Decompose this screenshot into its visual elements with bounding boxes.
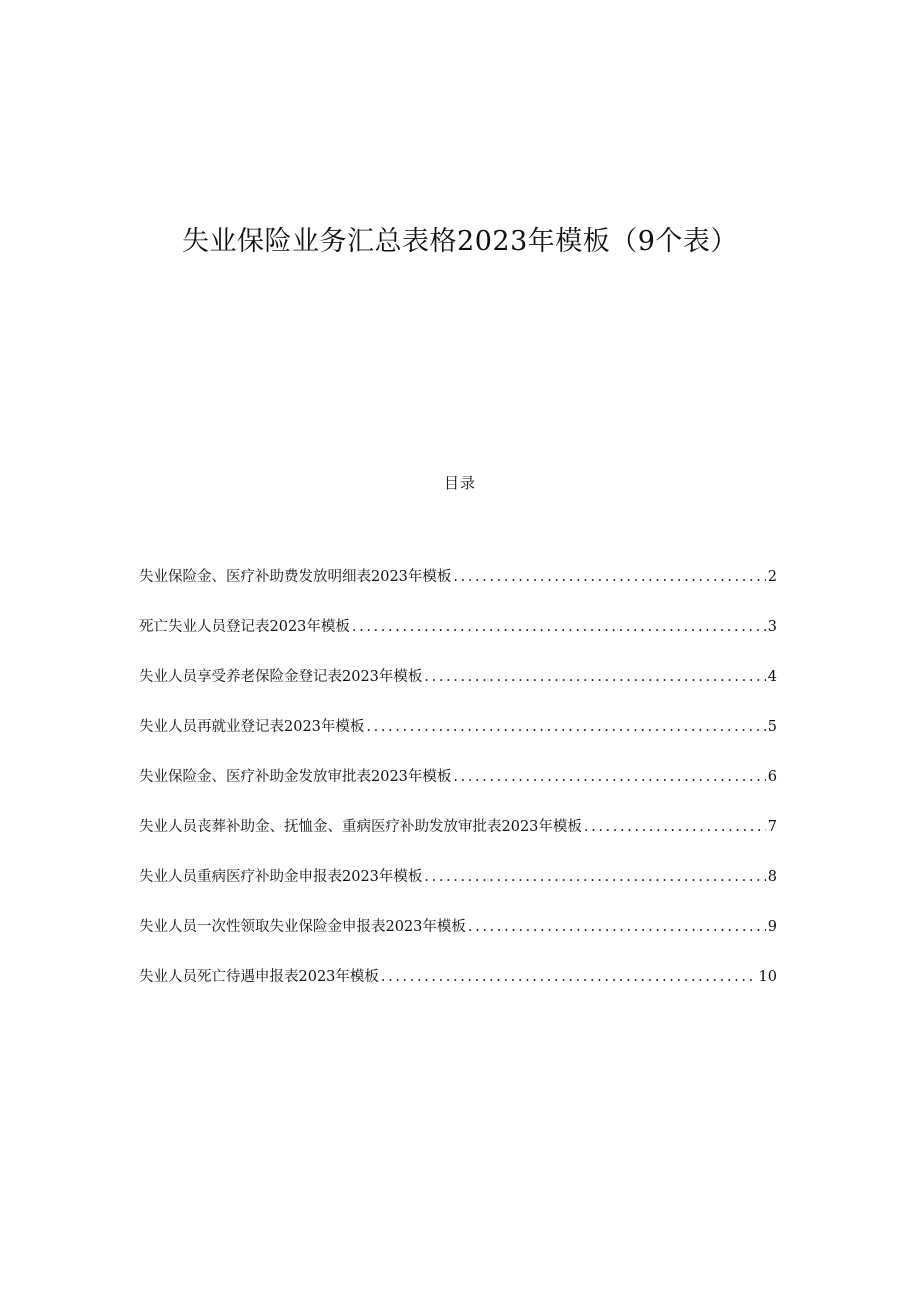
toc-entry-page: 9 [767,919,777,935]
toc-entry-label: 失业人员丧葬补助金、抚恤金、重病医疗补助发放审批表2023年模板 [139,819,582,835]
toc-heading: 目录 [443,474,476,492]
toc-entry-page: 8 [767,869,777,885]
toc-entry-page: 4 [767,669,777,685]
toc-entry[interactable] [139,816,777,866]
toc-entry-label: 失业保险金、医疗补助金发放审批表2023年模板 [139,769,452,785]
toc-leader-dots [584,816,766,838]
toc-leader-dots [453,766,765,788]
toc-entry-label: 死亡失业人员登记表2023年模板 [139,619,350,635]
toc-entry-page: 3 [767,619,777,635]
toc-entry-label: 失业人员享受养老保险金登记表2023年模板 [139,669,423,685]
toc-leader-dots [366,716,765,738]
toc-entry-label: 失业人员死亡待遇申报表2023年模板 [139,969,379,985]
toc-leader-dots [453,566,765,588]
toc-entry[interactable] [139,716,777,766]
toc-entry-page: 7 [767,819,777,835]
toc-entry-page: 2 [767,569,777,585]
toc-entry[interactable] [139,916,777,966]
toc-leader-dots [468,916,766,938]
toc-entry-label: 失业人员重病医疗补助金申报表2023年模板 [139,869,423,885]
table-of-contents [139,566,777,1016]
toc-entry-page: 10 [758,969,777,985]
toc-entry[interactable] [139,966,777,1016]
toc-leader-dots [424,666,765,688]
document-title: 失业保险业务汇总表格2023年模板（9个表） [182,226,738,257]
toc-entry[interactable] [139,666,777,716]
toc-entry[interactable] [139,616,777,666]
toc-entry-page: 6 [767,769,777,785]
toc-entry-page: 5 [767,719,777,735]
toc-entry-label: 失业保险金、医疗补助费发放明细表2023年模板 [139,569,452,585]
toc-entry[interactable] [139,766,777,816]
toc-leader-dots [352,616,766,638]
toc-leader-dots [424,866,765,888]
toc-entry-label: 失业人员一次性领取失业保险金申报表2023年模板 [139,919,466,935]
toc-entry-label: 失业人员再就业登记表2023年模板 [139,719,365,735]
toc-entry[interactable] [139,566,777,616]
toc-leader-dots [381,966,757,988]
toc-entry[interactable] [139,866,777,916]
